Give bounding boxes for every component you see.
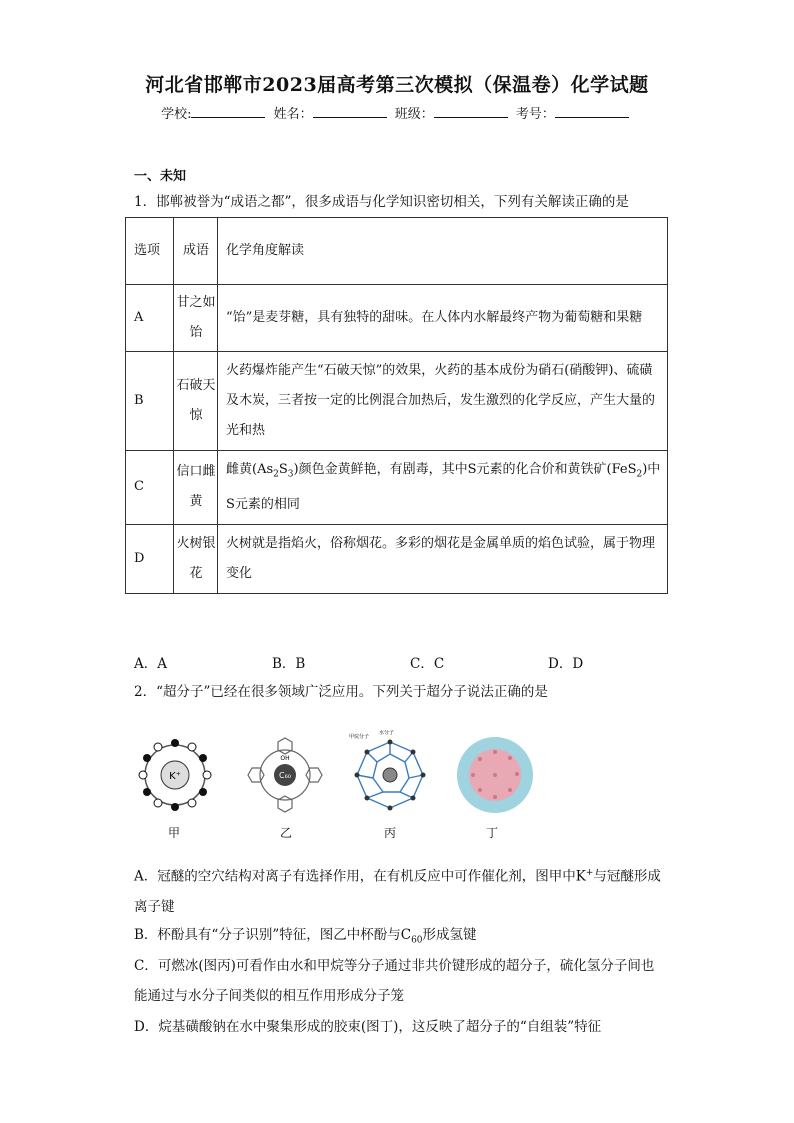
subscript: 60 [411, 935, 423, 946]
number-blank[interactable] [555, 105, 629, 118]
option-a[interactable]: A．A [134, 656, 167, 672]
school-label: 学校: [161, 107, 192, 122]
student-info-line [0, 103, 794, 122]
superscript: + [585, 868, 594, 878]
row-option: C [126, 451, 174, 525]
question-1-stem: 1．邯郸被誉为“成语之都”，很多成语与化学知识密切相关，下列有关解读正确的是 [134, 194, 629, 210]
row-interpretation: “饴”是麦芽糖，具有独特的甜味。在人体内水解最终产物为葡萄糖和果糖 [218, 285, 668, 352]
row-option: D [126, 524, 174, 593]
row-option: A [126, 285, 174, 352]
header-idiom: 成语 [174, 218, 218, 285]
subscript: 2 [273, 469, 279, 480]
oh-label: OH [280, 755, 290, 762]
number-label: 考号： [515, 107, 555, 122]
answer-b-text: B．杯酚具有“分子识别”特征，图乙中杯酚与C [134, 927, 412, 943]
subscript: 2 [636, 469, 643, 480]
option-d[interactable]: D．D [548, 656, 584, 672]
option-c[interactable]: C．C [410, 656, 445, 672]
row-idiom: 火树银花 [174, 524, 218, 593]
table-row [126, 352, 668, 451]
micelle-figure [450, 730, 540, 820]
table-row [126, 451, 668, 525]
answer-option-c[interactable]: C．可燃冰(图丙)可看作由水和甲烷等分子通过非共价键形成的超分子，硫化氢分子间也能通过与水分子间类似的相互作用形成分子笼 [134, 958, 655, 1004]
figure-caption-bing: 丙 [384, 826, 397, 840]
name-label: 姓名： [273, 107, 313, 122]
figure-caption-yi: 乙 [280, 826, 293, 840]
calixarene-figure [240, 730, 330, 820]
table-row [126, 285, 668, 352]
text-part: 雌黄(As [226, 462, 274, 477]
header-interpretation: 化学角度解读 [218, 218, 668, 285]
row-option: B [126, 352, 174, 451]
crown-ether-figure [130, 730, 220, 820]
question-1-table [125, 217, 668, 594]
methane-molecule [383, 768, 397, 782]
header-option: 选项 [126, 218, 174, 285]
text-part: S [278, 462, 288, 477]
clathrate-figure [345, 730, 435, 820]
row-idiom: 石破天惊 [174, 352, 218, 451]
row-interpretation: 火树就是指焰火，俗称烟花。多彩的烟花是金属单质的焰色试验，属于物理变化 [218, 524, 668, 593]
water-label: 水分子 [379, 730, 395, 736]
answer-b-text: 形成氢键 [422, 927, 477, 943]
question-2-figures [130, 730, 530, 840]
option-b[interactable]: B．B [272, 656, 306, 672]
question-2-stem: 2．“超分子”已经在很多领域广泛应用。下列关于超分子说法正确的是 [134, 684, 548, 700]
class-blank[interactable] [434, 105, 508, 118]
row-idiom: 甘之如饴 [174, 285, 218, 352]
section-heading: 一、未知 [134, 169, 187, 184]
name-blank[interactable] [313, 105, 387, 118]
subscript: 3 [287, 469, 294, 480]
answer-a-text: 与冠醚形成离子键 [134, 868, 661, 915]
table-header-row [126, 218, 668, 285]
text-part: )颜色金黄鲜艳，有剧毒，其中S元素的化合价和黄铁矿(FeS [293, 462, 637, 477]
answer-option-d[interactable]: D．烷基磺酸钠在水中聚集形成的胶束(图丁)，这反映了超分子的“自组装”特征 [134, 1019, 602, 1035]
answer-option-a[interactable] [134, 858, 666, 922]
figure-caption-jia: 甲 [168, 826, 181, 840]
c60-label: C₆₀ [279, 771, 291, 780]
answer-a-text: A．冠醚的空穴结构对离子有选择作用，在有机反应中可作催化剂，图甲中K [134, 868, 586, 885]
row-idiom: 信口雌黄 [174, 451, 218, 525]
methane-label: 甲烷分子 [349, 734, 370, 740]
school-blank[interactable] [191, 105, 265, 118]
text-part: )中S元素的相同 [226, 462, 661, 512]
k-label: K⁺ [169, 771, 181, 782]
figure-caption-ding: 丁 [486, 826, 499, 840]
row-interpretation: 火药爆炸能产生“石破天惊”的效果，火药的基本成份为硝石(硝酸钾)、硫磺及木炭，三者按一定的比例混合加热后，发生激烈的化学反应，产生大量的光和热 [218, 352, 668, 451]
row-interpretation [218, 451, 668, 525]
page-title: 河北省邯郸市2023届高考第三次模拟（保温卷）化学试题 [145, 74, 649, 96]
class-label: 班级： [394, 107, 434, 122]
table-row [126, 524, 668, 593]
